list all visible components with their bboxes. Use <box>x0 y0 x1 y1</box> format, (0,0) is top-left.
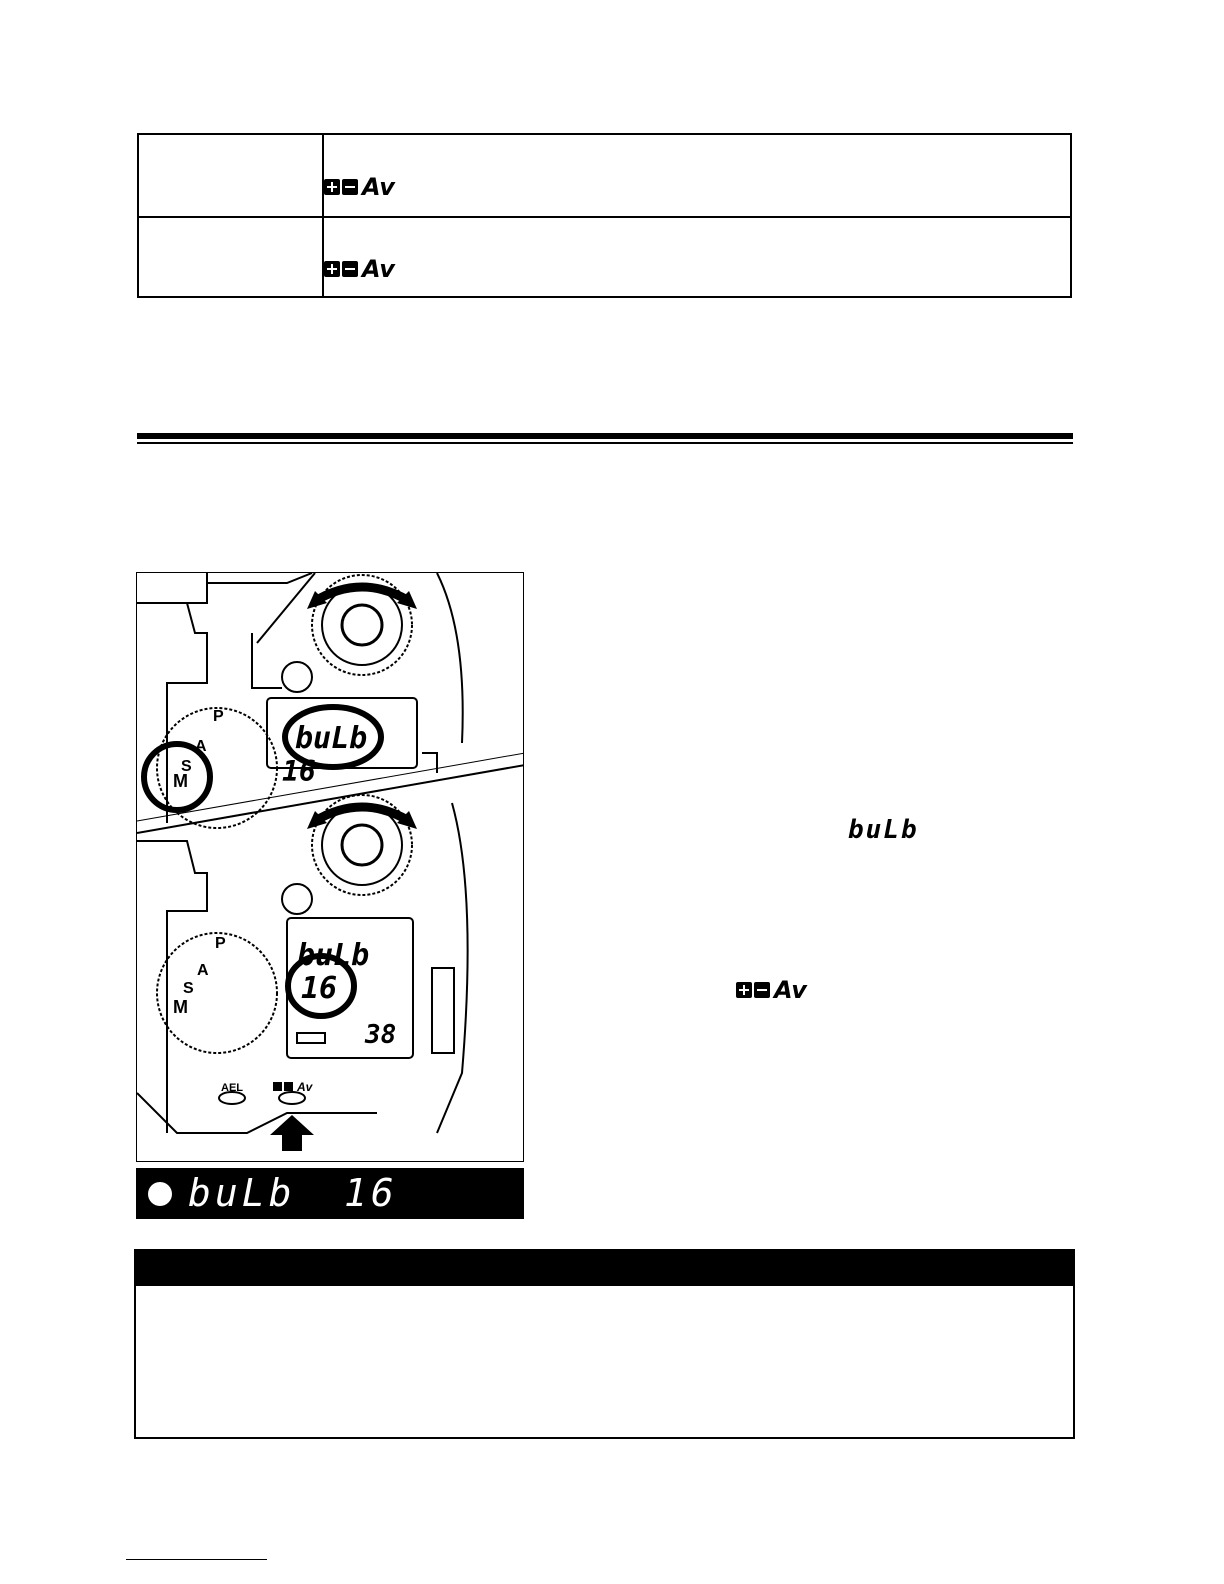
battery-icon <box>297 1033 325 1043</box>
mode-p-lower: P <box>215 935 226 952</box>
plus-minus-av-icon: Av <box>736 978 807 1002</box>
note-header <box>136 1251 1073 1286</box>
mode-m-lower: M <box>173 997 188 1017</box>
lcd-aperture-upper: 16 <box>282 755 316 788</box>
lcd-bulb-upper: buLb <box>295 721 368 756</box>
mode-s-lower: S <box>183 980 194 997</box>
plus-minus-av-icon: Av <box>324 175 395 199</box>
mode-p-upper: P <box>213 708 224 725</box>
camera-drawing <box>137 573 524 1162</box>
lcd-bulb-lower: buLb <box>297 938 370 973</box>
lcd-aperture-lower: 16 <box>301 971 338 1006</box>
table-label-cell <box>139 135 324 216</box>
footer-link-underline <box>126 1559 267 1560</box>
plus-minus-av-icon: Av <box>324 257 395 281</box>
ael-label: AEL <box>221 1082 243 1094</box>
table-content-cell <box>324 135 1070 216</box>
mode-s-upper: S <box>181 758 192 775</box>
arrow-up-icon <box>270 1115 314 1151</box>
section-rule-thick <box>137 433 1073 439</box>
table-row <box>139 135 1070 218</box>
lcd-display-bar <box>136 1168 524 1219</box>
table-label-cell <box>139 217 324 298</box>
settings-table <box>137 133 1072 298</box>
table-content-cell <box>324 217 1070 298</box>
table-row <box>139 217 1070 298</box>
section-rule-thin <box>137 442 1073 444</box>
mode-m-upper: M <box>173 771 188 791</box>
av-button-label: Av <box>297 1080 313 1094</box>
mode-a-lower: A <box>197 962 209 979</box>
mode-a-upper: A <box>195 738 207 755</box>
focus-indicator-icon <box>148 1182 172 1206</box>
lcd-bar-aperture: 16 <box>344 1171 398 1215</box>
note-box <box>134 1249 1075 1439</box>
lcd-frame-counter: 38 <box>365 1020 397 1050</box>
lcd-bar-shutter: buLb <box>188 1171 296 1215</box>
camera-illustration <box>136 572 524 1162</box>
bulb-glyph: buLb <box>848 815 919 845</box>
